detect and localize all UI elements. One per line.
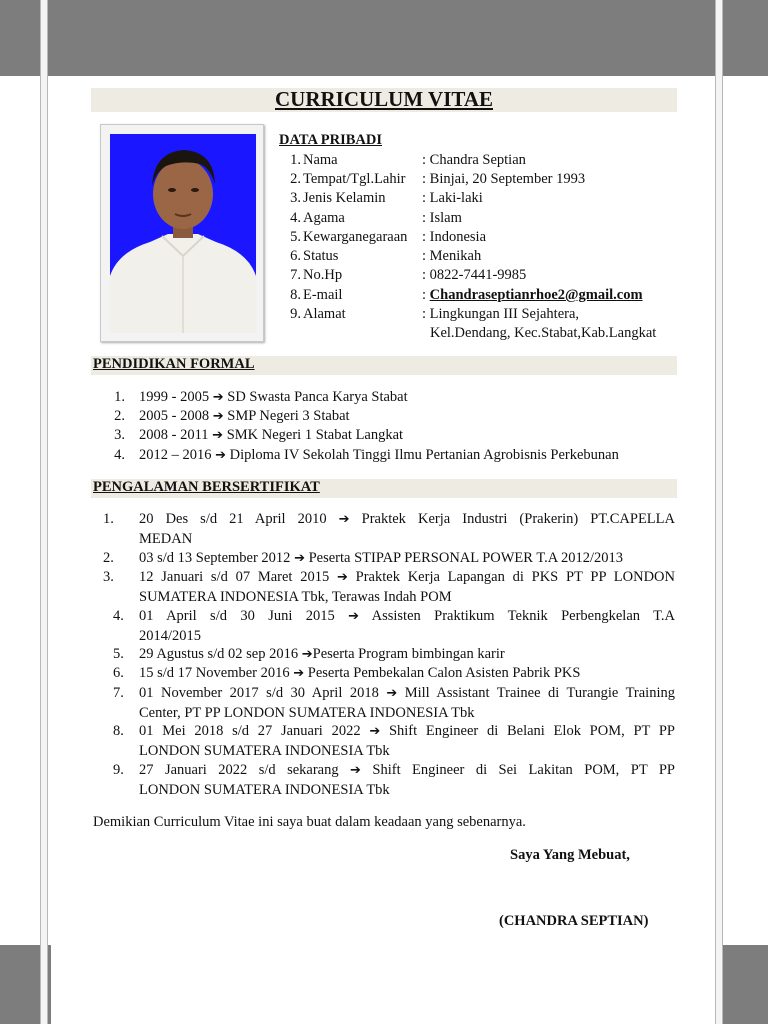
- experience-item-number: 9.: [113, 762, 124, 778]
- signature-name: (CHANDRA SEPTIAN): [499, 913, 649, 929]
- arrow-right-icon: ➔: [215, 448, 227, 463]
- experience-item-number: 8.: [113, 723, 124, 739]
- arrow-right-icon: ➔: [294, 551, 305, 566]
- signature-label: Saya Yang Mebuat,: [510, 847, 630, 863]
- personal-data-heading: DATA PRIBADI: [279, 132, 382, 148]
- experience-item-number: 1.: [103, 511, 114, 527]
- experience-item: 01 November 2017 s/d 30 April 2018 ➔ Mill Assistant Trainee di Turangie Training Center, PT PP LONDON SUMATERA INDONESIA Tbk: [139, 685, 675, 721]
- experience-item: 12 Januari s/d 07 Maret 2015 ➔ Praktek Kerja Lapangan di PKS PT PP LONDON SUMATERA INDONESIA Tbk, Terawas Indah POM: [139, 569, 675, 605]
- portrait-illustration: [110, 134, 256, 333]
- arrow-right-icon: ➔: [386, 686, 398, 701]
- arrow-right-icon: ➔: [338, 512, 350, 527]
- experience-item: 01 April s/d 30 Juni 2015 ➔ Assisten Praktikum Teknik Perbengkelan T.A 2014/2015: [139, 608, 675, 644]
- profile-photo: [110, 134, 256, 333]
- address-line-2: Kel.Dendang, Kec.Stabat,Kab.Langkat: [430, 325, 657, 341]
- arrow-right-icon: ➔: [369, 724, 381, 739]
- arrow-right-icon: ➔: [348, 609, 360, 624]
- page-edge-right: [715, 0, 723, 1024]
- experience-item-number: 7.: [113, 685, 124, 701]
- arrow-right-icon: ➔: [336, 570, 348, 585]
- arrow-right-icon: ➔: [301, 647, 313, 662]
- experience-item: 29 Agustus s/d 02 sep 2016 ➔Peserta Program bimbingan karir: [139, 646, 505, 662]
- page-edge-left: [40, 0, 48, 1024]
- experience-item: 03 s/d 13 September 2012 ➔ Peserta STIPAP PERSONAL POWER T.A 2012/2013: [139, 550, 624, 566]
- profile-photo-frame: [100, 124, 264, 342]
- arrow-right-icon: ➔: [212, 428, 224, 443]
- experience-item: 15 s/d 17 November 2016 ➔ Peserta Pembekalan Calon Asisten Pabrik PKS: [139, 665, 581, 681]
- arrow-right-icon: ➔: [212, 409, 224, 424]
- experience-item-number: 4.: [113, 608, 124, 624]
- experience-item-number: 6.: [113, 665, 124, 681]
- page-top-shade: [51, 0, 715, 76]
- experience-item: 01 Mei 2018 s/d 27 Januari 2022 ➔ Shift Engineer di Belani Elok POM, PT PP LONDON SUMATERA INDONESIA Tbk: [139, 723, 675, 759]
- page-title: CURRICULUM VITAE: [275, 87, 493, 111]
- experience-item: 20 Des s/d 21 April 2010 ➔ Praktek Kerja Industri (Prakerin) PT.CAPELLA MEDAN: [139, 511, 675, 547]
- experience-item: 27 Januari 2022 s/d sekarang ➔ Shift Engineer di Sei Lakitan POM, PT PP LONDON SUMATERA INDONESIA Tbk: [139, 762, 675, 798]
- email-link[interactable]: Chandraseptianrhoe2@gmail.com: [429, 287, 643, 303]
- experience-item-number: 3.: [103, 569, 114, 585]
- arrow-right-icon: ➔: [293, 666, 305, 681]
- arrow-right-icon: ➔: [212, 390, 224, 405]
- experience-heading: PENGALAMAN BERSERTIFIKAT: [93, 479, 320, 495]
- arrow-right-icon: ➔: [350, 763, 361, 778]
- experience-item-number: 2.: [103, 550, 114, 566]
- experience-item-number: 5.: [113, 646, 124, 662]
- education-heading: PENDIDIKAN FORMAL: [93, 356, 255, 372]
- closing-statement: Demikian Curriculum Vitae ini saya buat dalam keadaan yang sebenarnya.: [93, 814, 526, 830]
